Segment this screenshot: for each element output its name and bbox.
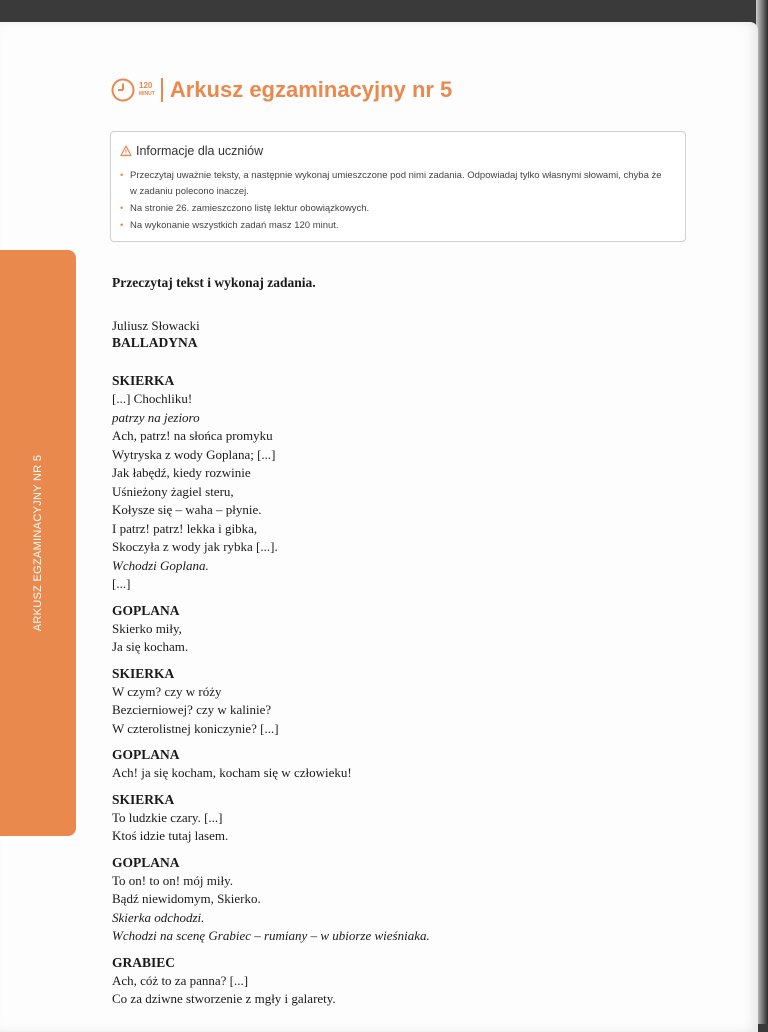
verse-line: I patrz! patrz! lekka i gibka,: [112, 520, 258, 536]
time-limit: [139, 82, 155, 98]
verse-line: Bezcierniowej? czy w kalinie?: [112, 702, 272, 717]
dialogue-block: [112, 853, 712, 946]
verse-line: Ach, patrz! na słońca promyku: [112, 428, 273, 443]
time-limit-unit: MINUT: [139, 91, 155, 97]
dialogue-block: [112, 601, 712, 657]
speaker-name: GRABIEC: [112, 954, 176, 970]
verse-line: Ach! ja się kocham, kocham się w człowieku!: [112, 765, 352, 780]
clock-icon: [110, 77, 136, 103]
drama-text: [112, 371, 712, 1016]
info-item: • Na wykonanie wszystkich zadań masz 120 minut.: [120, 218, 665, 234]
time-limit-number: 120: [139, 81, 153, 90]
warning-triangle-icon: [120, 145, 132, 157]
info-item: • Przeczytaj uważnie teksty, a następnie wykonaj umieszczone pod nimi zadania. Odpowiadaj tylko własnymi słowami, chyba że w zadaniu polecono inaczej.: [120, 168, 665, 200]
page-title: Arkusz egzaminacyjny nr 5: [169, 77, 453, 102]
verse-line: [...]: [112, 576, 131, 591]
verse-line: Co za dziwne stworzenie z mgły i galarety.: [112, 991, 336, 1006]
speaker-name: GOPLANA: [112, 602, 180, 618]
verse-line: Skierko miły,: [112, 620, 182, 636]
verse-line: W czym? czy w róży: [112, 683, 222, 699]
info-heading: [120, 144, 263, 158]
verse-line: Ach, cóż to za panna? [...]: [112, 972, 249, 988]
info-heading-text: Informacje dla uczniów: [136, 144, 264, 158]
work-title: BALLADYNA: [112, 335, 198, 350]
verse-line: Jak łabędź, kiedy rozwinie: [112, 465, 251, 480]
header-divider: [161, 78, 163, 102]
verse-line: [...] Chochliku!: [112, 391, 193, 406]
verse-line: Kołysze się – waha – płynie.: [112, 502, 262, 517]
stage-direction: Wchodzi Goplana.: [112, 557, 209, 573]
verse-line: Bądź niewidomym, Skierko.: [112, 891, 261, 906]
speaker-name: SKIERKA: [112, 373, 175, 388]
task-instruction: Przeczytaj tekst i wykonaj zadania.: [112, 275, 316, 290]
dialogue-block: [112, 371, 712, 594]
stage-direction: Skierka odchodzi.: [112, 909, 205, 925]
dialogue-block: [112, 953, 712, 1009]
dialogue-block: [112, 745, 712, 783]
author-name: Juliusz Słowacki: [112, 318, 200, 333]
stage-direction: patrzy na jezioro: [112, 409, 200, 425]
speaker-name: SKIERKA: [112, 791, 175, 807]
verse-line: Uśnieżony żagiel steru,: [112, 483, 234, 499]
speaker-name: GOPLANA: [112, 854, 180, 870]
info-item: • Na stronie 26. zamieszczono listę lektur obowiązkowych.: [120, 201, 665, 217]
verse-line: Ja się kocham.: [112, 639, 189, 654]
info-box: [110, 131, 686, 242]
verse-line: Ktoś idzie tutaj lasem.: [112, 828, 229, 843]
verse-line: To on! to on! mój miły.: [112, 872, 234, 888]
dialogue-block: [112, 790, 712, 846]
side-tab-label: ARKUSZ EGZAMINACYJNY NR 5: [32, 454, 44, 632]
verse-line: To ludzkie czary. [...]: [112, 809, 223, 825]
dialogue-block: [112, 664, 712, 739]
page-header: [110, 75, 452, 105]
verse-line: Skoczyła z wody jak rybka [...].: [112, 539, 278, 554]
verse-line: W czterolistnej koniczynie? [...]: [112, 720, 279, 736]
speaker-name: GOPLANA: [112, 747, 180, 762]
speaker-name: SKIERKA: [112, 665, 175, 681]
info-list: [120, 168, 665, 235]
stage-direction: Wchodzi na scenę Grabiec – rumiany – w ubiorze wieśniaka.: [112, 928, 430, 943]
side-tab: [0, 250, 76, 836]
verse-line: Wytryska z wody Goplana; [...]: [112, 446, 276, 462]
